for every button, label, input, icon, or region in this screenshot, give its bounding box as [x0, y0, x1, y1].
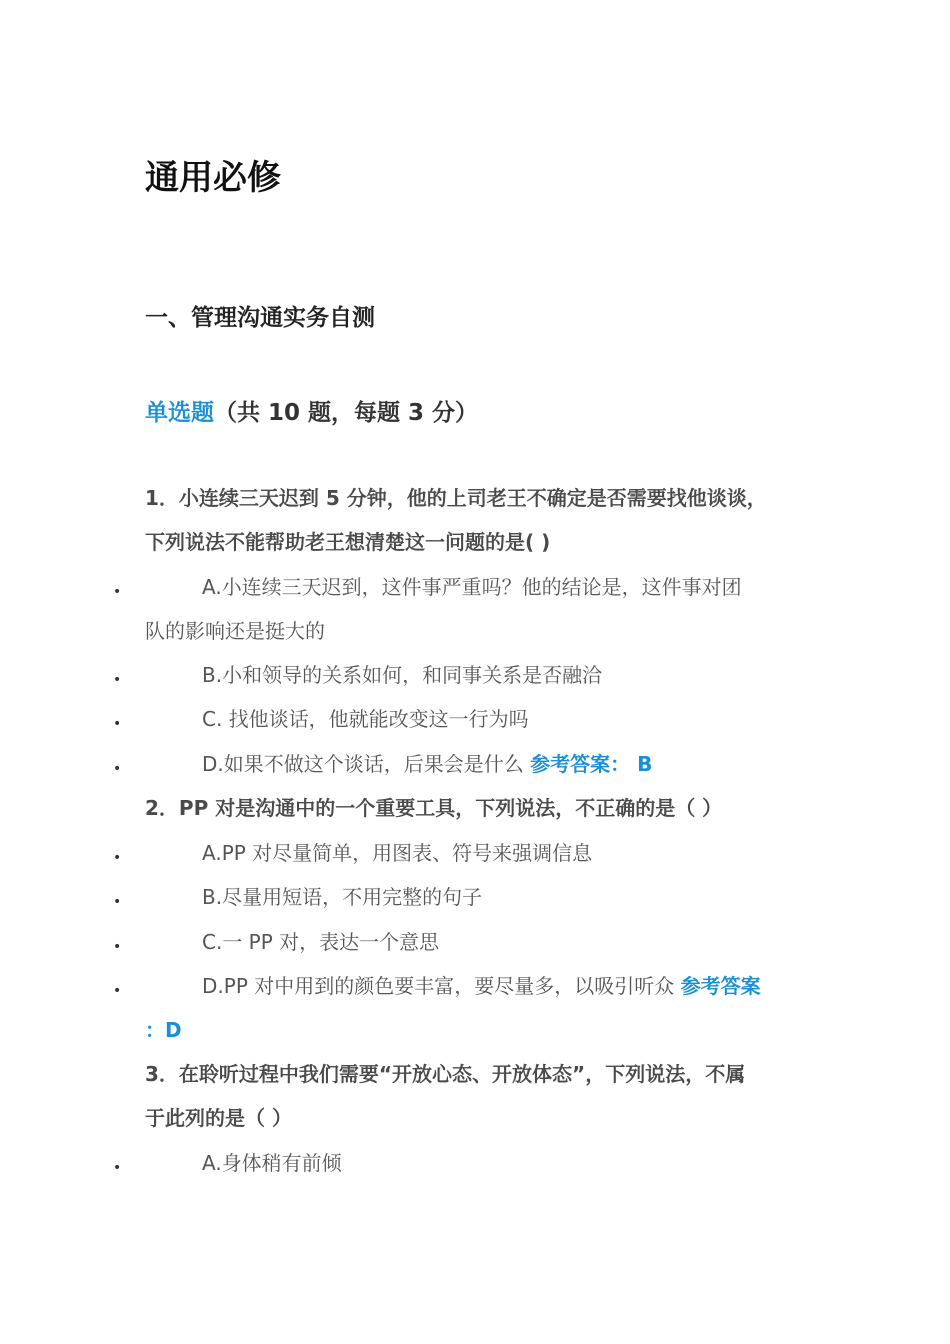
bullet-icon: •: [113, 672, 122, 688]
bullet-icon: •: [113, 716, 122, 732]
question-2-stem-line1: 2．PP 对是沟通中的一个重要工具，下列说法，不正确的是（ ）: [145, 796, 723, 820]
option-text: B.尽量用短语，不用完整的句子: [202, 885, 483, 909]
option-text: A.小连续三天迟到，这件事严重吗？他的结论是，这件事对团: [202, 575, 742, 599]
answer-label: 参考答案: [680, 974, 761, 998]
bullet-icon: •: [113, 1160, 122, 1176]
question-3-stem: [145, 1052, 825, 1140]
option-text-continued: 队的影响还是挺大的: [145, 619, 325, 643]
question-2-option-d: [145, 964, 825, 1052]
answer-value: ：D: [145, 1018, 182, 1042]
option-text: A.身体稍有前倾: [202, 1151, 342, 1175]
question-3-stem-line1: 3．在聆听过程中我们需要“开放心态、开放体态”，下列说法，不属: [145, 1062, 746, 1086]
question-1-option-b: [145, 653, 825, 697]
question-2-option-c: [145, 920, 825, 964]
subsection-detail: （共 10 题，每题 3 分）: [214, 400, 479, 426]
option-text: D.PP 对中用到的颜色要丰富，要尽量多，以吸引听众: [202, 974, 675, 998]
bullet-icon: •: [113, 584, 122, 600]
question-1-option-c: [145, 697, 825, 741]
option-text: C. 找他谈话，他就能改变这一行为吗: [202, 707, 529, 731]
question-1-option-a: [145, 565, 825, 653]
question-3-option-a: [145, 1141, 825, 1185]
question-1-option-d: [145, 742, 825, 786]
option-text: D.如果不做这个谈话，后果会是什么: [202, 752, 524, 776]
option-text: B.小和领导的关系如何，和同事关系是否融洽: [202, 663, 603, 687]
answer-label: 参考答案： B: [530, 752, 653, 776]
option-text: C.一 PP 对，表达一个意思: [202, 930, 440, 954]
subsection-heading: [145, 395, 478, 431]
question-2-option-b: [145, 875, 825, 919]
subsection-label: 单选题: [145, 400, 214, 426]
question-2-option-a: [145, 831, 825, 875]
page-title: 通用必修: [145, 158, 281, 198]
question-1-stem-line1: 1．小连续三天迟到 5 分钟，他的上司老王不确定是否需要找他谈谈，: [145, 486, 767, 510]
question-1-stem: [145, 476, 825, 564]
question-2-stem: [145, 786, 825, 830]
bullet-icon: •: [113, 983, 122, 999]
bullet-icon: •: [113, 894, 122, 910]
question-1-stem-line2: 下列说法不能帮助老王想清楚这一问题的是( ): [145, 530, 551, 554]
bullet-icon: •: [113, 939, 122, 955]
option-text: A.PP 对尽量简单，用图表、符号来强调信息: [202, 841, 593, 865]
bullet-icon: •: [113, 850, 122, 866]
section-heading: 一、管理沟通实务自测: [145, 305, 375, 331]
bullet-icon: •: [113, 761, 122, 777]
question-3-stem-line2: 于此列的是（ ）: [145, 1106, 292, 1130]
